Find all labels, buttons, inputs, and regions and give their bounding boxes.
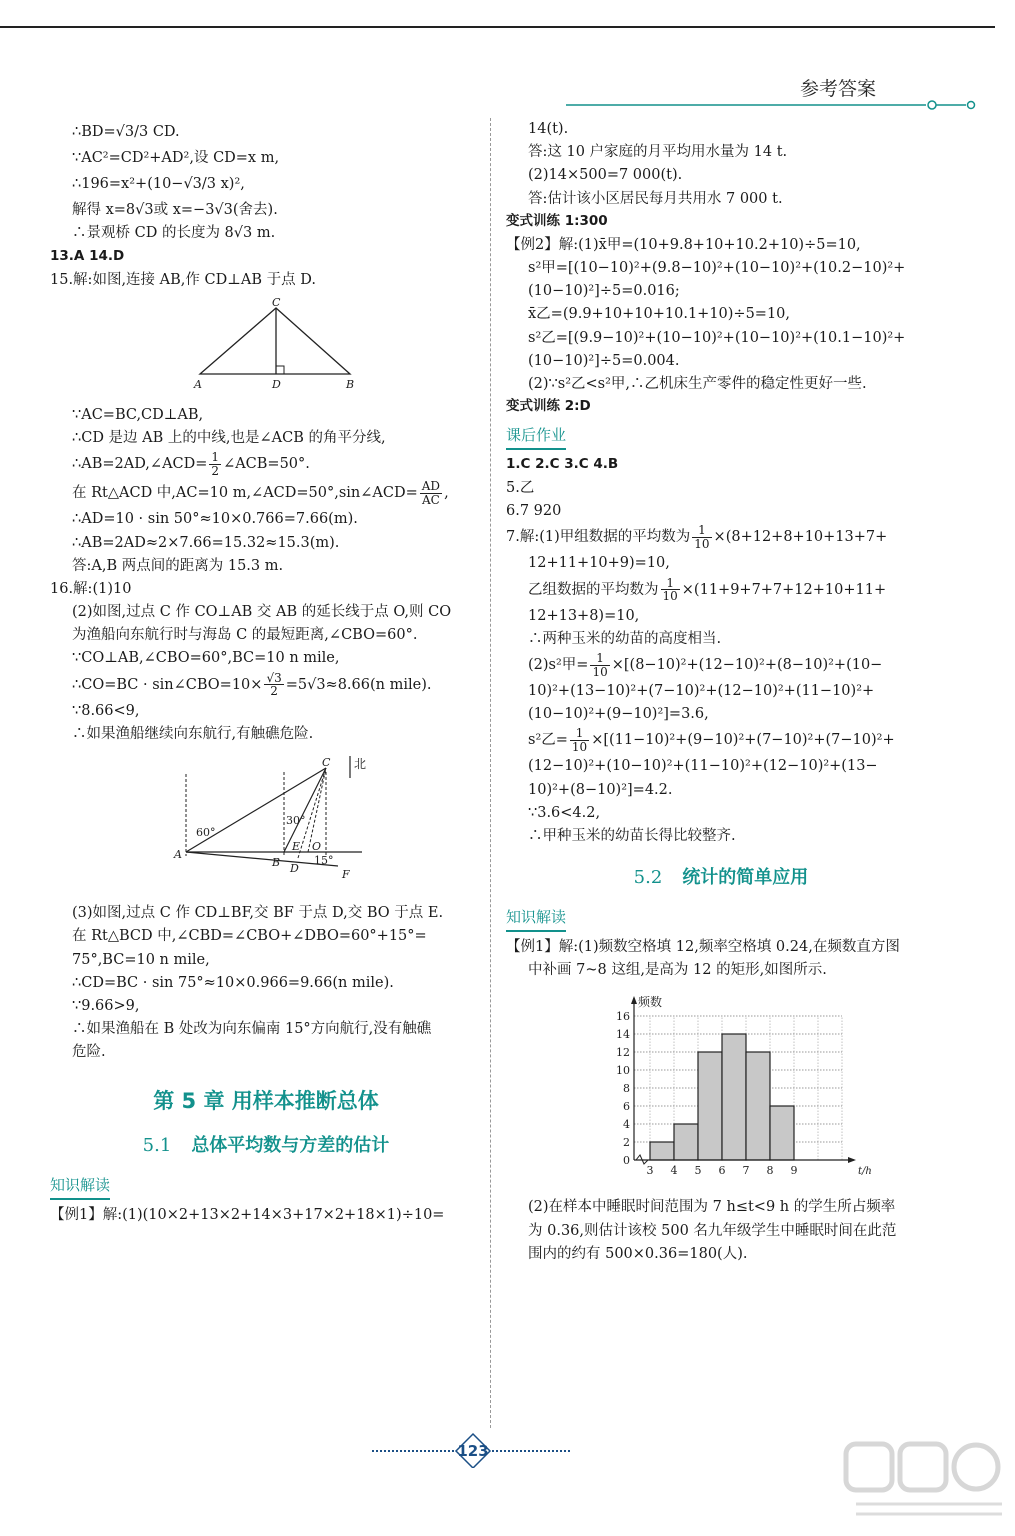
text-part: ×[(8−10)²+(12−10)²+(8−10)²+(10− <box>611 657 883 673</box>
chapter-title: 第 5 章 用样本推断总体 <box>153 1088 379 1113</box>
answers-1-4: 1.C 2.C 3.C 4.B <box>506 456 619 473</box>
x-tick-label: 9 <box>790 1164 798 1178</box>
fraction-denominator: 2 <box>270 684 278 699</box>
text-line: (10−10)²]÷5=0.016; <box>528 283 680 300</box>
y-tick-label: 8 <box>623 1082 630 1096</box>
watermark-logo <box>838 1438 1008 1528</box>
text-part: =5√3≈8.66(n mile). <box>285 676 432 693</box>
x-tick-label: 5 <box>694 1164 702 1178</box>
text-line <box>506 726 936 755</box>
text-line: ∴CD=BC · sin 75°≈10×0.966=9.66(n mile). <box>72 974 394 991</box>
text-part: ∠ACB=50°. <box>223 456 310 473</box>
text-line: (2)∵s²乙<s²甲,∴乙机床生产零件的稳定性更好一些. <box>528 375 867 392</box>
text-line: ∵9.66>9, <box>72 997 140 1014</box>
text-line: (10−10)²]÷5=0.004. <box>528 352 680 369</box>
text-line: 在 Rt△BCD 中,∠CBD=∠CBO+∠DBO=60°+15°= <box>72 928 427 945</box>
text-line: ∴两种玉米的幼苗的高度相当. <box>528 630 722 647</box>
answer-7 <box>506 523 936 552</box>
answer-16: 16.解:(1)10 <box>50 580 132 597</box>
text-part: 乙组数据的平均数为 <box>528 581 659 598</box>
frequency-histogram <box>506 988 936 1182</box>
answer-5: 5.乙 <box>506 480 535 497</box>
x-axis-title: t/h <box>858 1166 872 1178</box>
text-line: ∴甲种玉米的幼苗长得比较整齐. <box>528 827 736 844</box>
answer-13-14: 13.A 14.D <box>50 247 125 264</box>
text-line: s²甲=[(10−10)²+(9.8−10)²+(10−10)²+(10.2−10)²+ <box>528 259 906 276</box>
column-divider <box>490 118 491 1428</box>
page-number-block <box>372 1432 572 1468</box>
text-line: 围内的约有 500×0.36=180(人). <box>528 1245 748 1262</box>
y-tick-label: 2 <box>623 1136 630 1150</box>
text-line: 为 0.36,则估计该校 500 名九年级学生中睡眠时间在此范 <box>528 1222 897 1239</box>
text-line: 14(t). <box>528 121 569 137</box>
fraction <box>692 524 711 550</box>
section-number: 5.2 <box>633 867 663 889</box>
histogram-bar <box>674 1124 698 1160</box>
text-line: ∴AD=10 · sin 50°≈10×0.766=7.66(m). <box>72 511 358 528</box>
text-line: 12+11+10+9)=10, <box>528 555 670 572</box>
text-line <box>506 651 936 680</box>
text-line: ∵AC=BC,CD⊥AB, <box>72 406 204 423</box>
fig1-label-c: C <box>272 297 281 309</box>
histogram-bar <box>698 1052 722 1160</box>
text-line <box>506 576 936 605</box>
text-line <box>50 479 482 508</box>
x-tick-label: 4 <box>670 1164 678 1178</box>
fraction-denominator: 2 <box>211 463 220 478</box>
text-line: ∴CD 是边 AB 上的中线,也是∠ACB 的角平分线, <box>72 430 386 447</box>
text-line: 10)²+(13−10)²+(7−10)²+(12−10)²+(11−10)²+ <box>528 683 875 699</box>
fraction-denominator: 10 <box>571 739 588 754</box>
text-part: ∴AB=2AD,∠ACD= <box>72 456 208 473</box>
y-tick-label: 6 <box>623 1100 630 1114</box>
page-number: 123 <box>457 1442 489 1460</box>
text-part: , <box>444 485 449 502</box>
x-tick-label: 8 <box>766 1164 774 1178</box>
fraction-numerator: 1 <box>661 577 680 591</box>
x-tick-label: 6 <box>718 1164 726 1178</box>
text-part: ×(11+9+7+7+12+10+11+ <box>681 581 887 598</box>
fig2-label-b: B <box>272 856 281 869</box>
fraction <box>661 577 680 603</box>
text-line: (2)如图,过点 C 作 CO⊥AB 交 AB 的延长线于点 O,则 CO <box>72 604 452 621</box>
histogram-bar <box>722 1034 746 1160</box>
text-line: 中补画 7~8 这组,是高为 12 的矩形,如图所示. <box>528 962 827 979</box>
text-line: ∵CO⊥AB,∠CBO=60°,BC=10 n mile, <box>72 650 340 667</box>
example-1: 【例1】解:(1)(10×2+13×2+14×3+17×2+18×1)÷10= <box>50 1206 445 1223</box>
header-decoration <box>566 100 976 110</box>
text-line: (3)如图,过点 C 作 CD⊥BF,交 BF 于点 D,交 BO 于点 E. <box>72 905 444 922</box>
fig2-label-f: F <box>342 868 350 881</box>
section-title <box>506 864 936 893</box>
y-tick-label: 12 <box>616 1046 630 1060</box>
y-axis-arrow <box>631 996 637 1004</box>
text-part: ×(8+12+8+10+13+7+ <box>713 529 888 546</box>
text-line: x̄乙=(9.9+10+10+10.1+10)÷5=10, <box>528 306 791 323</box>
fraction-denominator: 10 <box>662 589 678 604</box>
fig2-label-o: O <box>312 840 322 853</box>
section-title <box>50 1132 482 1161</box>
text-line: 答:这 10 户家庭的月平均用水量为 14 t. <box>528 144 788 161</box>
fraction-numerator: √3 <box>266 670 282 685</box>
answer-15: 15.解:如图,连接 AB,作 CD⊥AB 于点 D. <box>50 271 316 288</box>
text-line: (2)在样本中睡眠时间范围为 7 h≤t<9 h 的学生所占频率 <box>528 1199 896 1216</box>
text-line: 75°,BC=10 n mile, <box>72 951 210 968</box>
fraction <box>570 727 589 753</box>
text-line: (2)14×500=7 000(t). <box>528 167 683 184</box>
text-line: ∴景观桥 CD 的长度为 8√3 m. <box>72 225 276 242</box>
fig1-label-a: A <box>194 377 202 390</box>
fig2-label-d: D <box>290 862 299 875</box>
fraction <box>590 652 609 678</box>
fig2-label-c: C <box>322 756 331 769</box>
histogram-bar <box>746 1052 770 1160</box>
text-line: 10)²+(8−10)²]=4.2. <box>528 781 673 798</box>
top-rule <box>0 26 995 28</box>
fraction-numerator: 1 <box>692 524 711 538</box>
y-tick-label: 4 <box>623 1118 630 1132</box>
histogram-bar <box>650 1142 674 1160</box>
text-line <box>50 671 482 700</box>
answer-6: 6.7 920 <box>506 503 562 520</box>
text-line: (10−10)²+(9−10)²]=3.6, <box>528 706 709 723</box>
y-origin-label: 0 <box>623 1154 630 1168</box>
text-part: (2)s²甲= <box>528 657 589 673</box>
fig2-label-60: 60° <box>196 826 216 839</box>
y-tick-label: 14 <box>616 1028 630 1042</box>
fraction-numerator: 1 <box>590 652 609 666</box>
knowledge-tag: 知识解读 <box>506 905 566 932</box>
triangle-figure <box>50 298 482 390</box>
text-line: s²乙=[(9.9−10)²+(10−10)²+(10−10)²+(10.1−10)²+ <box>528 329 906 346</box>
homework-tag: 课后作业 <box>506 423 566 450</box>
text-line: ∵3.6<4.2, <box>528 804 601 821</box>
x-tick-label: 3 <box>646 1164 654 1178</box>
text-part: s²乙= <box>528 732 568 749</box>
fraction-denominator: 10 <box>694 536 710 551</box>
text-part: 在 Rt△ACD 中,AC=10 m,∠ACD=50°,sin∠ACD= <box>72 485 418 502</box>
text-line: 12+13+8)=10, <box>528 607 640 624</box>
text-line: (12−10)²+(10−10)²+(11−10)²+(12−10)²+(13− <box>528 758 878 775</box>
x-axis-arrow <box>848 1157 856 1163</box>
y-axis-title: 频数 <box>638 995 663 1010</box>
fraction-denominator: 10 <box>592 664 608 679</box>
x-tick-label: 7 <box>742 1164 750 1178</box>
section-name: 总体平均数与方差的估计 <box>191 1135 390 1157</box>
fraction-numerator: AD <box>421 479 441 494</box>
text-line: ∴AB=2AD≈2×7.66=15.32≈15.3(m). <box>72 534 340 551</box>
fig1-label-b: B <box>346 377 355 390</box>
text-part: 7.解:(1)甲组数据的平均数为 <box>506 529 691 546</box>
section-number: 5.1 <box>142 1135 172 1157</box>
fraction-numerator: 1 <box>211 450 220 465</box>
knowledge-tag: 知识解读 <box>50 1173 110 1200</box>
variant-training-2: 变式训练 2:D <box>506 398 591 415</box>
fraction <box>209 451 221 477</box>
text-line: ∴如果渔船在 B 处改为向东偏南 15°方向航行,没有触礁 <box>72 1021 432 1038</box>
fraction <box>264 672 283 698</box>
text-line: 为渔船向东航行时与海岛 C 的最短距离,∠CBO=60°. <box>72 627 418 644</box>
fig2-label-e: E <box>292 840 301 853</box>
y-tick-label: 16 <box>616 1010 630 1024</box>
variant-training-1: 变式训练 1:300 <box>506 212 608 229</box>
example-1-right: 【例1】解:(1)频数空格填 12,频率空格填 0.24,在频数直方图 <box>506 938 900 955</box>
right-column <box>506 118 936 1266</box>
fig1-label-d: D <box>272 377 281 390</box>
text-part: ×[(11−10)²+(9−10)²+(7−10)²+(7−10)²+ <box>591 732 895 749</box>
text-line: 答:A,B 两点间的距离为 15.3 m. <box>72 557 284 574</box>
text-part: ∴CO=BC · sin∠CBO=10× <box>72 676 263 693</box>
left-column <box>50 118 482 1227</box>
fig2-label-a: A <box>174 848 182 861</box>
text-line: 答:估计该小区居民每月共用水 7 000 t. <box>528 190 783 207</box>
fig2-label-north: 北 <box>354 757 367 771</box>
text-line: 危险. <box>72 1044 106 1061</box>
fig2-label-15: 15° <box>314 854 334 867</box>
fraction-numerator: 1 <box>570 727 589 741</box>
text-line: ∴BD=√3/3 CD. <box>72 124 180 140</box>
text-line: ∵AC²=CD²+AD²,设 CD=x m, <box>72 150 280 166</box>
fraction-denominator: AC <box>421 492 440 507</box>
text-line: ∴196=x²+(10−√3/3 x)², <box>72 176 245 193</box>
example-2: 【例2】解:(1)x̄甲=(10+9.8+10+10.2+10)÷5=10, <box>506 236 861 253</box>
header-title: 参考答案 <box>800 78 877 100</box>
navigation-figure <box>50 752 482 888</box>
histogram-bar <box>770 1106 794 1160</box>
y-tick-label: 10 <box>616 1064 630 1078</box>
text-line: ∵8.66<9, <box>72 702 140 719</box>
text-line: 解得 x=8√3或 x=−3√3(舍去). <box>72 202 278 219</box>
text-line: ∴如果渔船继续向东航行,有触礁危险. <box>72 725 314 742</box>
fig2-label-30: 30° <box>286 814 306 827</box>
section-name: 统计的简单应用 <box>682 867 809 889</box>
text-line <box>50 450 482 479</box>
fraction <box>420 480 442 506</box>
